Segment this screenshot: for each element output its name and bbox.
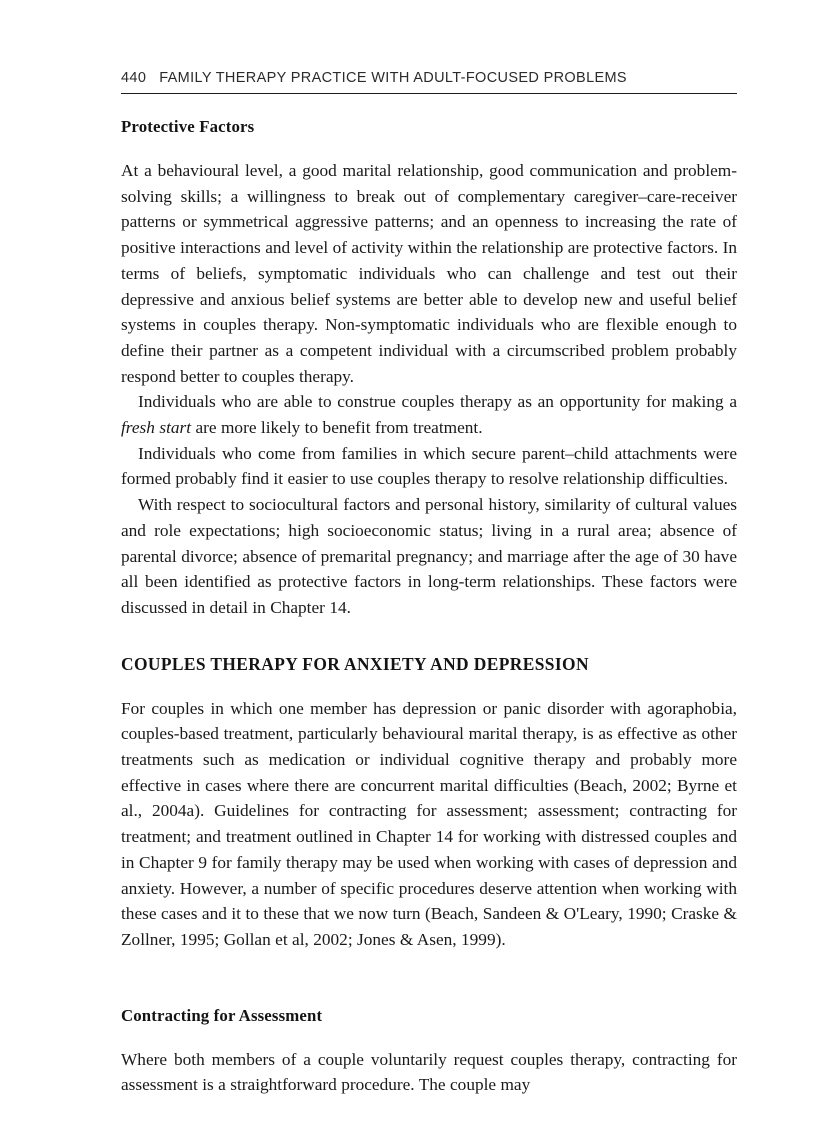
paragraph-protective-factors-2 — [121, 389, 737, 440]
paragraph-contracting-for-assessment-1: Where both members of a couple voluntarily request couples therapy, contracting for assessment is a straightforward procedure. The couple may — [121, 1049, 737, 1095]
paragraph-protective-factors-4: With respect to sociocultural factors and personal history, similarity of cultural values and role expectations; high socioeconomic status; living in a rural area; absence of parental divorce; absence of premarital pregnancy; and marriage after the age of 30 have all been identified as protective factors in long-term relationships. These factors were discussed in detail in Chapter 14. — [121, 495, 737, 617]
running-head-title: FAMILY THERAPY PRACTICE WITH ADULT-FOCUSED PROBLEMS — [159, 70, 627, 86]
emphasis-fresh-start: fresh start — [121, 418, 192, 438]
running-head — [121, 70, 737, 86]
spacer-after-section-heading — [121, 675, 737, 696]
paragraph-couples-therapy-1: For couples in which one member has depression or panic disorder with agoraphobia, couples-based treatment, particularly behavioural marital therapy, is as effective as other treatments such as medication or individual cognitive therapy and probably more effective in cases where there are concurrent marital difficulties (Beach, 2002; Byrne et al., 2004a). Guidelines for contracting for assessment; assessment; contracting for treatment; and treatment outlined in Chapter 14 for working with distressed couples and in Chapter 9 for family therapy may be used when working with cases of depression and anxiety. However, a number of specific procedures deserve attention when working with these cases and it to these that we now turn (Beach, Sandeen & O'Leary, 1990; Craske & Zollner, 1995; Gollan et al, 2002; Jones & Asen, 1999). — [121, 698, 737, 949]
heading-couples-therapy-anxiety-depression: COUPLES THERAPY FOR ANXIETY AND DEPRESSION — [121, 653, 589, 674]
page-content — [121, 70, 737, 1098]
paragraph-protective-factors-3: Individuals who come from families in which secure parent–child attachments were formed probably find it easier to use couples therapy to resolve relationship difficulties. — [121, 443, 737, 489]
page-number: 440 — [121, 70, 147, 86]
header-rule — [121, 93, 737, 94]
heading-protective-factors: Protective Factors — [121, 117, 255, 136]
spacer-before-subheading — [121, 953, 737, 983]
paragraph-2-text-after-italic: are more likely to benefit from treatment. — [191, 418, 483, 438]
paragraph-2-text-before-italic: Individuals who are able to construe couples therapy as an opportunity for making a — [138, 392, 737, 412]
heading-contracting-for-assessment: Contracting for Assessment — [121, 1005, 323, 1025]
spacer-before-section-heading — [121, 621, 737, 654]
paragraph-protective-factors-1: At a behavioural level, a good marital relationship, good communication and problem-solving skills; a willingness to break out of complementary caregiver–care-receiver patterns or symmetrical aggressive patterns; and an openness to increasing the rate of positive interactions and level of activity within the relationship are protective factors. In terms of beliefs, symptomatic individuals who can challenge and test out their depressive and anxious belief systems are better able to develop new and useful belief systems in couples therapy. Non-symptomatic individuals who are flexible enough to define their partner as a competent individual with a circumscribed problem probably respond better to couples therapy. — [121, 161, 737, 386]
